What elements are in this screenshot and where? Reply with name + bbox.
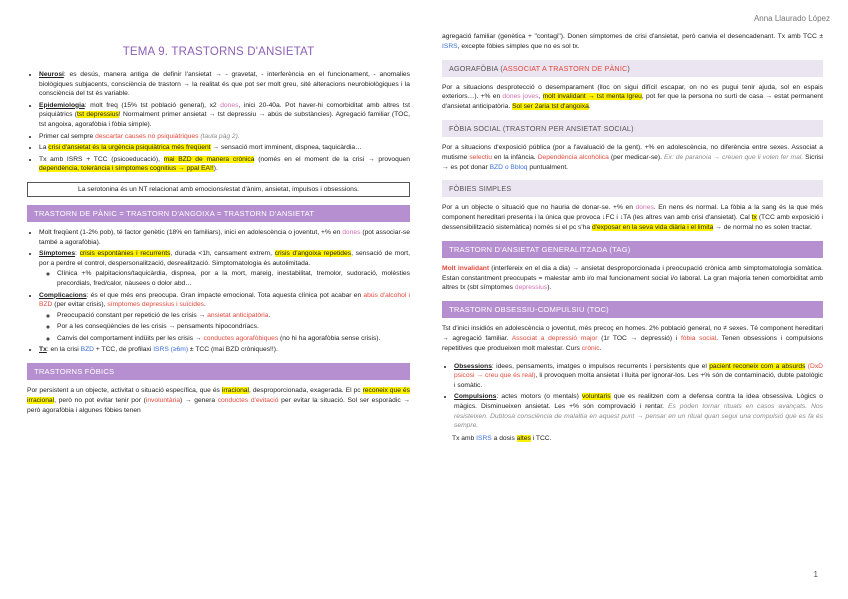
serotonin-note-box: La serotonina és un NT relacionat amb emocions/estat d'ànim, ansietat, impulsos i obsessions.: [27, 182, 410, 197]
intro-list: [27, 70, 410, 174]
list-item: • Complicacions: és el que més ens preocupa. Gran impacte emocional. Tota aquesta clínica pot acabar en abús d'alcohol i BZD (per evitar crisis), símptomes depressius i suïcides. ◦ Preocupació constant per repetició de les crisis → ansietat anticipatòria. ◦ Por a les conseqüències de les crisis → pensaments hipocondríacs. ◦ Canvis del comportament indüits per les crisis → conductes agorafòbiques (no hi ha agorafòbia sense crisis).: [39, 291, 410, 344]
agoraphobia-paragraph: Por a situacions desprotecció o desemparament (lloc on sigui difícil escapar, on no es pugui tenir ajuda, sol en espais exteriors…). +% en dones joves, molt invalidant → tst menta lgreu, pot fer que la persona no surti de casa → estat permanent d'ansietat anticipatòria. Sol ser 2aria tst d'angoixa.: [442, 83, 824, 111]
simple-phobias-paragraph: Por a un objecte o situació que no hauria de donar-se. +% en dones. En nens és normal. La fòbia a la sang és la que més component hereditari presenta i la única que provoca ↓FC i ↓TA (les altres van amb crisi d'ansietat). Cal tx (TCC amb exposició i dessensibilització sistemàtica) només si el pc s'ha d'exposar en la seva vida diària i el limita → de normal no es solen tractar.: [442, 204, 823, 231]
sub-list-item: ◦ Por a les conseqüències de les crisis → pensaments hipocondríacs.: [57, 322, 410, 332]
section-heading-agoraphobia: AGORAFÒBIA (ASSOCIAT A TRASTORN DE PÀNIC): [442, 60, 823, 77]
tag-paragraph: Molt invalidant (interfereix en el dia a dia) → ansietat desproporcionada i preocupació crònica amb simptomatologia somàtica. Estan constantment preocupats = malestar amb i/o mal funcionament social i/o laboral. La gran majoria tenen comorbiditat amb altres tx (sbt símptomes depressius).: [442, 264, 823, 292]
toc-paragraph: Tst d'inici insidiós en adolescència o joventut, més precoç en homes. 2% població general, no ≠ sexes. Té component hereditari → agregació familiar. Associat a depressió major (1r TOC → depressió) i fòbia social. Tenen obsessions i compulsions repetitives que produeixen molt malestar. Curs crònic.: [442, 325, 823, 352]
page-number: 1: [813, 570, 818, 579]
section-heading-phobic-disorders: TRASTORNS FÒBICS: [27, 363, 410, 380]
page-title: TEMA 9. TRASTORNS D'ANSIETAT: [122, 46, 315, 58]
list-item: • La crisi d'ansietat és la urgència psiquiàtrica més freqüent → sensació mort imminent, dispnea, taquicàrdia…: [39, 143, 410, 153]
left-column: [27, 44, 410, 418]
phobias-paragraph: Por persistent a un objecte, activitat o situació específica, que és irracional, desproporcionada, exagerada. El pc reconeix que és irracional, però no pot evitar tenir por (involuntària) → genera conductes d'evitació per evitar la situació. Sol ser esporàdic → però agorafòbia i algunes fòbies tenen: [27, 387, 410, 414]
toc-treatment-line: Tx amb ISRS a dosis altes i TCC.: [452, 434, 552, 442]
list-item: • Obsessions: idees, pensaments, imatges o impulsos recurrents i persistents que el pacient reconeix com a absurds (DxD psicosi → creu que és real), li provoquen molta ansietat i lluita per ignorar-los. Les +% són de contaminació, dubte patològic i somàtic.: [454, 362, 823, 391]
sub-list: [39, 269, 410, 288]
section-heading-toc: TRASTORN OBSESSIU-COMPULSIU (TOC): [442, 301, 823, 318]
section-heading-tag: TRASTORN D'ANSIETAT GENERALITZADA (TAG): [442, 241, 823, 258]
list-item: • Primer cal sempre descartar causes no psiquiàtriques (taula pàg 2).: [39, 132, 410, 142]
list-item: • Epidemiologia: molt freq (15% tst població general), x2 dones, inici 20-40a. Pot haver-hi comorbiditat amb altres tst psiquiàtrics (tst depressius! Normalment primer ansietat → tst depressiu → abús de substàncies). Agregació familiar (TOC, tst angoixa, agorafòbia i fòbia simple).: [39, 101, 410, 130]
list-item: • Tx amb ISRS + TCC (psicoeducació), mai BZD de manera crònica (només en el moment de la crisi → provoquen dependència, tolerància i símptomes cognitius → ppal EA!!).: [39, 155, 410, 174]
sub-list-item: ◦ Canvis del comportament indüits per les crisis → conductes agorafòbiques (no hi ha agorafòbia sense crisis).: [57, 334, 410, 344]
toc-list: [442, 362, 823, 431]
author-name: Anna Llaurado López: [753, 14, 830, 23]
panic-list: [27, 228, 410, 355]
sub-list-item: ◦ Preocupació constant per repetició de les crisis → ansietat anticipatòria.: [57, 311, 410, 321]
list-item: • Tx: en la crisi BZD + TCC, de profilaxi ISRS (≥6m) ± TCC (mai BZD cròniques!!).: [39, 345, 410, 355]
list-item: • Símptomes: crisis espontànies i recurrents, durada <1h, cansament extrem, crisis d'angoixa repetides, sensació de mort, por a perdre el control, despersonalització, desrealització. Simptomatologia és autolimitada. ◦ Clínica +% palpitacions/taquicàrdia, dispnea, por a la mort, mareig, inestabilitat, tremolor, sudoració, molèsties precordials, fred/calor, nàusees o dolor abd…: [39, 249, 410, 288]
sub-list: [39, 311, 410, 344]
sub-list-item: ◦ Clínica +% palpitacions/taquicàrdia, dispnea, por a la mort, mareig, inestabilitat, tremolor, sudoració, molèsties precordials, fred/calor, nàusees o dolor abd…: [57, 269, 410, 288]
section-heading-simple-phobias: FÒBIES SIMPLES: [442, 180, 823, 197]
list-item: • Molt freqüent (1-2% pob), té factor genètic (18% en familiars), inici en adolescència o joventut, +% en dones (pot associar-se també a agorafòbia).: [39, 228, 410, 247]
section-heading-panic: TRASTORN DE PÀNIC = TRASTORN D'ANGOIXA = TRASTORN D'ANSIETAT: [27, 205, 410, 222]
phobias-continuation-paragraph: agregació familiar (genètica + "contagi"). Donen símptomes de crisi d'ansietat, però canvia el desencadenant. Tx amb TCC ± ISRS, excepte fòbies simples que no es sol tx.: [442, 33, 823, 50]
right-column: [442, 32, 823, 447]
section-heading-social-phobia: FÒBIA SOCIAL (TRASTORN PER ANSIETAT SOCIAL): [442, 120, 823, 137]
list-item: • Compulsions: actes motors (o mentals) voluntaris que es realitzen com a defensa contra la idea obsessiva. Lògics o màgics. Disminueixen ansietat. Les +% són comprovació i rentar. Es poden tornar rituals en casos avançats. Nos resisteixen. Dubtosa consciència de malaltia en aquest punt → pensar en un ritual quan segui una compulsió que es fa és sempre.: [454, 392, 823, 430]
list-item: • Neurosi: es desús, manera antiga de definir l'ansietat → - gravetat, - interferència en el funcionament, - anomalies biològiques subjacents, consciència de trastorn → la realitat és que pot ser molt greu, sité alteracions neurobiològiques i la consciència del tst és variable.: [39, 70, 410, 99]
social-phobia-paragraph: Por a situacions d'exposició pública (por a l'avaluació de la gent). +% en adolescència, no diferència entre sexes. Associat a mutisme selectiu en la infància. Dependència alcohòlica (per medicar-se). Ex: de paranoia → creuen que li volen fer mal. Sicrisi → es pot donar BZD o Bbloq puntualment.: [442, 143, 824, 171]
